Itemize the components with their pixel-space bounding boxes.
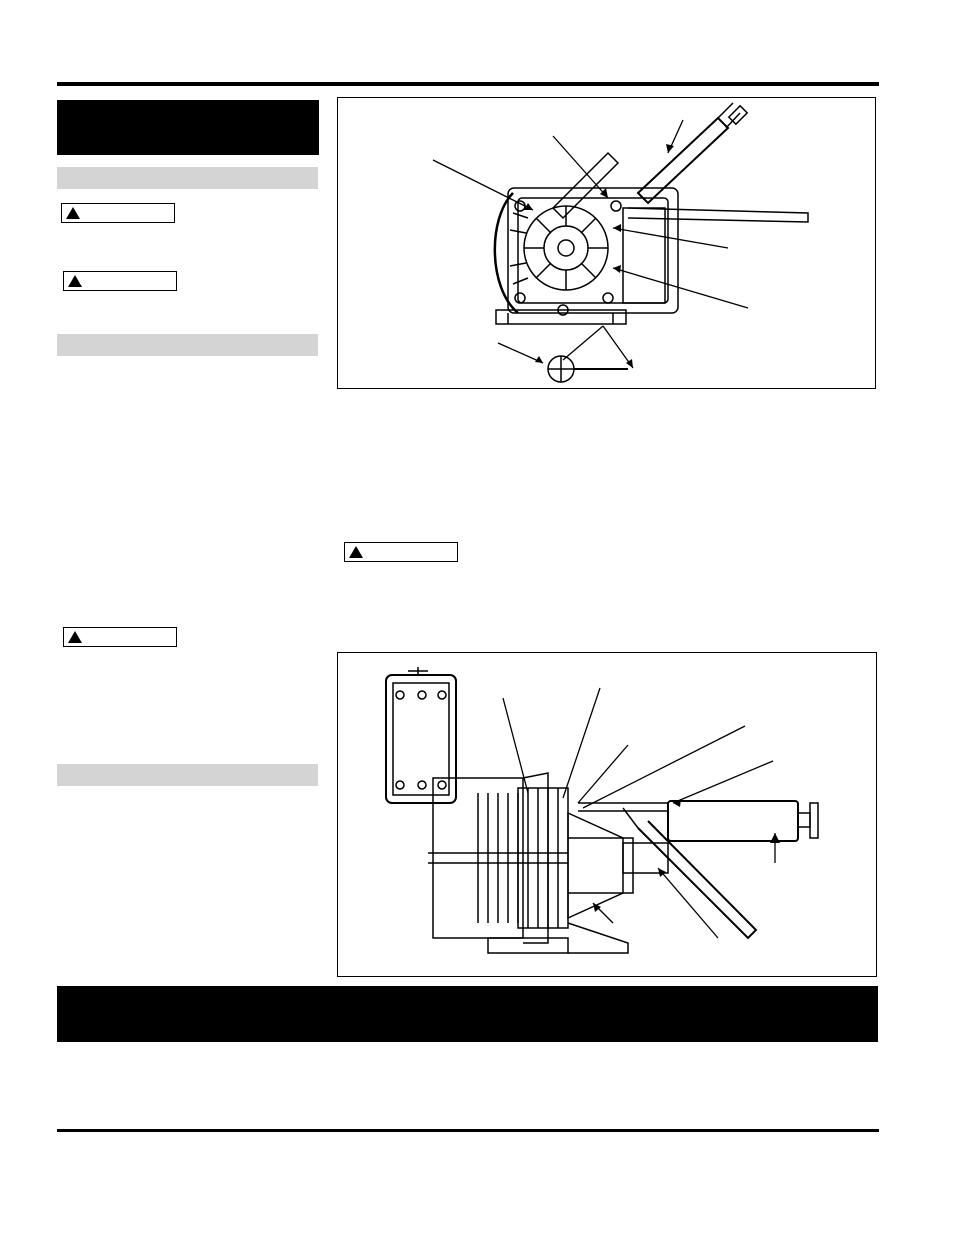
- subsection-bar-1: [57, 167, 318, 189]
- top-rule: [57, 82, 879, 86]
- warning-triangle-icon: [66, 207, 80, 219]
- figure-generator-side: [337, 652, 877, 977]
- warning-box-4: [344, 542, 458, 562]
- bottom-rule: [57, 1129, 879, 1132]
- warning-box-2: [63, 271, 177, 291]
- warning-triangle-icon: [68, 275, 82, 287]
- warning-box-3: [63, 627, 177, 647]
- generator-side-illustration: [338, 653, 876, 976]
- subsection-bar-3: [57, 764, 318, 786]
- figure-generator-front: [337, 97, 876, 389]
- warning-box-1: [61, 203, 175, 223]
- subsection-bar-2: [57, 334, 318, 356]
- bottom-banner: [57, 986, 878, 1042]
- generator-front-illustration: [338, 98, 875, 388]
- warning-triangle-icon: [68, 631, 82, 643]
- section-title-box: [57, 100, 319, 155]
- warning-triangle-icon: [349, 546, 363, 558]
